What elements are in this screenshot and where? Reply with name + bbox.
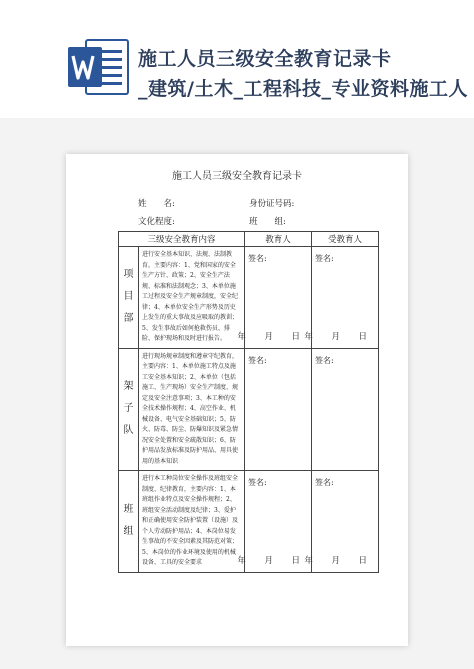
document-page [66,154,408,646]
table-row [119,247,379,349]
stage-label [119,247,139,349]
id-number-field-label: 身份证号码: [249,199,295,209]
document-title: 施工人员三级安全教育记录卡 [172,171,302,182]
page-title-line-2: _建筑/土木_工程科技_专业资料施工人 [138,78,468,100]
trainee-signature-cell[interactable] [304,471,379,573]
signature-label: 签名: [248,355,267,365]
signature-label: 签名: [248,478,267,487]
trainee-signature-cell[interactable] [304,247,379,349]
educator-signature-cell[interactable] [237,471,312,573]
page-header [0,0,474,118]
education-content: 进行本工种岗位安全操作及班组安全制度、纪律教育，主要内容：1、本班组作业特点及安全操作规程；2、班组安全活动制度及纪律；3、爱护和正确使用安全防护装置（设施）及个人劳动防护用品；4、本岗位易发生事故的不安全因素及其防范对策；5、本岗位的作业环境及使用的机械设备、工具的安全要求 [139,471,245,573]
educator-signature-cell[interactable] [237,247,312,349]
stage-label [119,348,139,471]
date-label: 年 月 日 [237,331,306,342]
stage-text: 班组 [123,504,134,538]
table-header-row [119,232,379,247]
education-record-table [118,231,379,573]
education-content: 进行现场规章制度和遵章守纪教育，主要内容：1、本单位施工特点及施工安全基本知识；2、本单位（包括施工、生产现场）安全生产制度、规定及安全注意事项；3、本工种的安全技术操作规程；4、高空作业、机械设备、电气安全基础知识；5、防火、防毒、防尘、防爆知识及紧急情况安全处置和安全疏散知识；6、防护用品发放标准及防护用品、用具使用的基本知识 [139,348,245,471]
date-label: 年 月 日 [237,555,306,566]
signature-label: 签名: [315,478,334,487]
education-content: 进行安全基本知识、法规、法制教育，主要内容：1、党和国家的安全生产方针、政策；2、安全生产法规、标准和法制观念；3、本单位施工过程及安全生产规章制度，安全纪律；4、本单位安全生产形势及历史上发生的重大事故及应吸取的教训；5、发生事故后如何抢救伤员、排险、保护现场和及时进行报告。 [139,247,245,349]
name-field-label: 姓 名: [138,199,175,209]
signature-label: 签名: [315,355,334,365]
stage-label [119,471,139,573]
column-header-content: 三级安全教育内容 [119,232,245,247]
column-header-trainee: 受教育人 [312,232,379,247]
trainee-signature-cell[interactable] [312,348,379,471]
table-row [119,348,379,471]
date-label: 年 月 日 [304,331,373,342]
column-header-educator: 教育人 [245,232,312,247]
team-field-label: 班 组: [249,217,286,227]
stage-text: 项目部 [123,269,134,325]
signature-label: 签名: [315,254,334,263]
education-field-label: 文化程度: [138,217,175,227]
signature-label: 签名: [248,254,267,263]
table-row [119,471,379,573]
educator-signature-cell[interactable] [245,348,312,471]
date-label: 年 月 日 [304,555,373,566]
stage-text: 架子队 [123,381,134,437]
word-document-icon [66,38,130,96]
page-title-line-1: 施工人员三级安全教育记录卡 [138,48,392,70]
